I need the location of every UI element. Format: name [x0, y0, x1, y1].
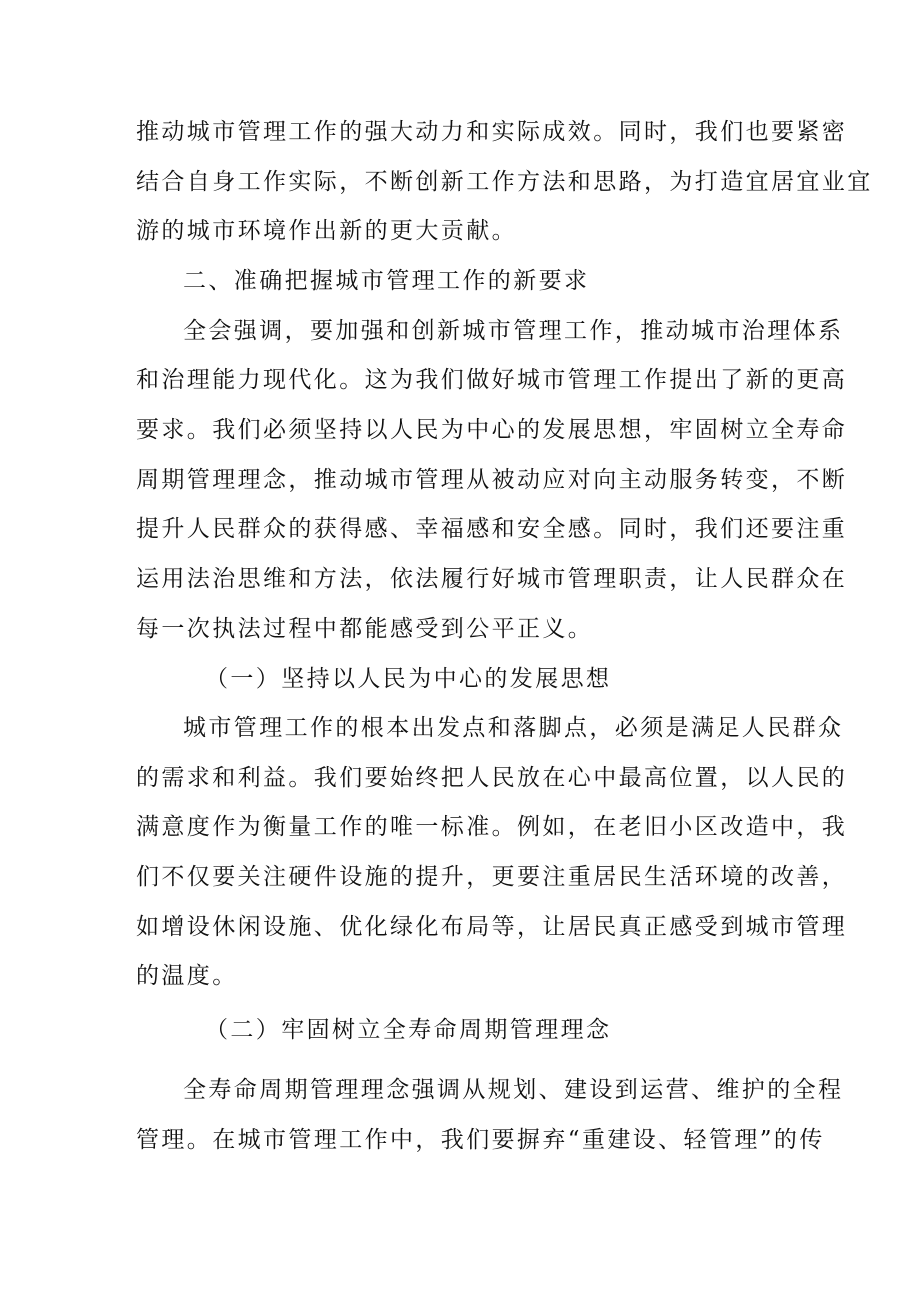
body-text-line: 提升人民群众的获得感、幸福感和安全感。同时，我们还要注重 [136, 516, 848, 542]
body-text-line: 游的城市环境作出新的更大贡献。 [136, 218, 517, 244]
section-heading: 二、准确把握城市管理工作的新要求 [183, 268, 590, 294]
body-text-line: 运用法治思维和方法，依法履行好城市管理职责，让人民群众在 [136, 566, 848, 592]
body-text-line: 们不仅要关注硬件设施的提升，更要注重居民生活环境的改善， [136, 864, 848, 890]
body-text-line: 和治理能力现代化。这为我们做好城市管理工作提出了新的更高 [136, 367, 848, 393]
body-text-line: 的需求和利益。我们要始终把人民放在心中最高位置，以人民的 [136, 765, 848, 791]
body-text-line: 周期管理理念，推动城市管理从被动应对向主动服务转变，不断 [136, 467, 848, 493]
body-text-line: 要求。我们必须坚持以人民为中心的发展思想，牢固树立全寿命 [136, 417, 848, 443]
body-text-line: 全会强调，要加强和创新城市管理工作，推动城市治理体系 [183, 318, 844, 344]
subsection-heading: （一）坚持以人民为中心的发展思想 [205, 666, 612, 692]
body-text-line: 结合自身工作实际，不断创新工作方法和思路，为打造宜居宜业宜 [136, 169, 873, 195]
body-text-line: 管理。在城市管理工作中，我们要摒弃“重建设、轻管理”的传 [136, 1127, 825, 1153]
body-text-line: 城市管理工作的根本出发点和落脚点，必须是满足人民群众 [183, 715, 844, 741]
body-text-line: 全寿命周期管理理念强调从规划、建设到运营、维护的全程 [183, 1077, 844, 1103]
body-text-line: 每一次执法过程中都能感受到公平正义。 [136, 616, 594, 642]
body-text-line: 推动城市管理工作的强大动力和实际成效。同时，我们也要紧密 [136, 119, 848, 145]
body-text-line: 如增设休闲设施、优化绿化布局等，让居民真正感受到城市管理 [136, 914, 848, 940]
body-text-line: 的温度。 [136, 963, 238, 989]
body-text-line: 满意度作为衡量工作的唯一标准。例如，在老旧小区改造中，我 [136, 814, 848, 840]
subsection-heading: （二）牢固树立全寿命周期管理理念 [205, 1017, 612, 1043]
